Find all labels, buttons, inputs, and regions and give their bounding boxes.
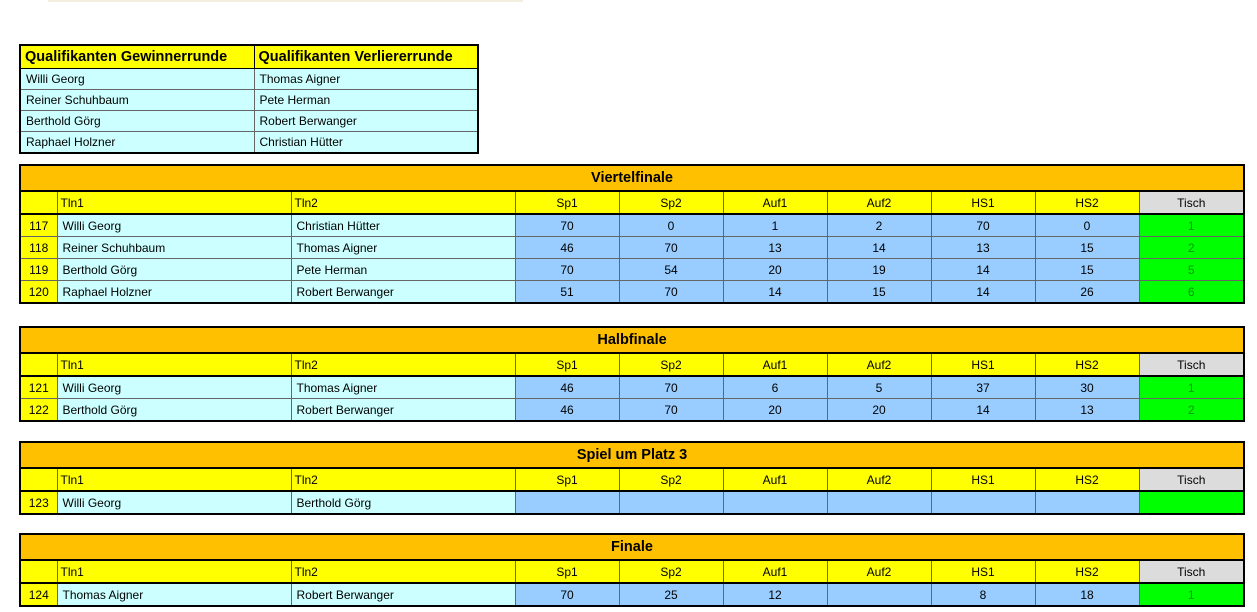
tisch-cell[interactable]: 1 (1139, 583, 1244, 606)
sp1-cell[interactable]: 46 (515, 399, 619, 422)
player1-cell[interactable]: Berthold Görg (57, 399, 291, 422)
qualifier-row (20, 69, 478, 90)
auf1-cell[interactable]: 12 (723, 583, 827, 606)
match-number-cell[interactable]: 122 (20, 399, 57, 422)
header-auf1[interactable]: Auf1 (723, 191, 827, 214)
sp1-cell[interactable] (515, 491, 619, 514)
sp2-cell[interactable]: 70 (619, 237, 723, 259)
header-sp1[interactable]: Sp1 (515, 353, 619, 376)
header-sp2[interactable]: Sp2 (619, 191, 723, 214)
sheet-top-border (48, 0, 523, 2)
player1-cell[interactable]: Thomas Aigner (57, 583, 291, 606)
header-tisch[interactable]: Tisch (1139, 560, 1244, 583)
player2-cell[interactable]: Christian Hütter (291, 214, 515, 237)
match-row (20, 281, 1244, 304)
auf1-cell[interactable]: 20 (723, 399, 827, 422)
header-tln2[interactable]: Tln2 (291, 353, 515, 376)
header-hs1[interactable]: HS1 (931, 468, 1035, 491)
hs2-cell[interactable] (1035, 491, 1139, 514)
header-tln1[interactable]: Tln1 (57, 353, 291, 376)
auf2-cell[interactable]: 5 (827, 376, 931, 399)
header-tln1[interactable]: Tln1 (57, 191, 291, 214)
sp1-cell[interactable]: 70 (515, 259, 619, 281)
header-tisch[interactable]: Tisch (1139, 353, 1244, 376)
qualifier-table (19, 44, 479, 154)
sp2-cell[interactable] (619, 491, 723, 514)
sp1-cell[interactable]: 46 (515, 237, 619, 259)
tisch-cell[interactable]: 1 (1139, 214, 1244, 237)
tisch-cell[interactable]: 1 (1139, 376, 1244, 399)
sp1-cell[interactable]: 70 (515, 214, 619, 237)
hs2-cell[interactable]: 30 (1035, 376, 1139, 399)
player2-cell[interactable]: Robert Berwanger (291, 399, 515, 422)
match-row (20, 491, 1244, 514)
match-row (20, 583, 1244, 606)
header-auf2[interactable]: Auf2 (827, 353, 931, 376)
round-table (19, 441, 1245, 515)
round-table (19, 164, 1245, 304)
match-number-cell[interactable]: 123 (20, 491, 57, 514)
auf1-cell[interactable] (723, 491, 827, 514)
header-auf1[interactable]: Auf1 (723, 353, 827, 376)
qualifier-loser-cell[interactable]: Christian Hütter (254, 132, 478, 154)
qualifier-loser-cell[interactable]: Thomas Aigner (254, 69, 478, 90)
header-sp2[interactable]: Sp2 (619, 353, 723, 376)
player1-cell[interactable]: Berthold Görg (57, 259, 291, 281)
auf2-cell[interactable]: 2 (827, 214, 931, 237)
qualifier-header-winners[interactable]: Qualifikanten Gewinnerrunde (20, 45, 254, 69)
header-sp1[interactable]: Sp1 (515, 560, 619, 583)
qualifier-row (20, 90, 478, 111)
header-nr-cell[interactable] (20, 468, 57, 491)
auf2-cell[interactable]: 15 (827, 281, 931, 304)
header-auf2[interactable]: Auf2 (827, 191, 931, 214)
hs1-cell[interactable]: 37 (931, 376, 1035, 399)
player1-cell[interactable]: Raphael Holzner (57, 281, 291, 304)
round-table (19, 326, 1245, 422)
match-number-cell[interactable]: 120 (20, 281, 57, 304)
round-title[interactable]: Halbfinale (20, 327, 1244, 353)
header-auf2[interactable]: Auf2 (827, 560, 931, 583)
match-row (20, 259, 1244, 281)
header-tln2[interactable]: Tln2 (291, 468, 515, 491)
qualifier-row (20, 111, 478, 132)
header-hs2[interactable]: HS2 (1035, 191, 1139, 214)
hs2-cell[interactable]: 13 (1035, 399, 1139, 422)
qualifier-row (20, 132, 478, 154)
header-auf1[interactable]: Auf1 (723, 468, 827, 491)
sp2-cell[interactable]: 54 (619, 259, 723, 281)
hs1-cell[interactable]: 14 (931, 399, 1035, 422)
qualifier-loser-cell[interactable]: Robert Berwanger (254, 111, 478, 132)
round-title[interactable]: Finale (20, 534, 1244, 560)
match-number-cell[interactable]: 117 (20, 214, 57, 237)
header-tisch[interactable]: Tisch (1139, 468, 1244, 491)
hs2-cell[interactable]: 15 (1035, 237, 1139, 259)
auf1-cell[interactable]: 20 (723, 259, 827, 281)
auf2-cell[interactable] (827, 583, 931, 606)
hs2-cell[interactable]: 0 (1035, 214, 1139, 237)
hs1-cell[interactable]: 70 (931, 214, 1035, 237)
qualifier-winner-cell[interactable]: Willi Georg (20, 69, 254, 90)
header-sp2[interactable]: Sp2 (619, 560, 723, 583)
hs1-cell[interactable] (931, 491, 1035, 514)
header-auf2[interactable]: Auf2 (827, 468, 931, 491)
header-auf1[interactable]: Auf1 (723, 560, 827, 583)
sp1-cell[interactable]: 51 (515, 281, 619, 304)
header-sp2[interactable]: Sp2 (619, 468, 723, 491)
header-tln1[interactable]: Tln1 (57, 560, 291, 583)
hs1-cell[interactable]: 8 (931, 583, 1035, 606)
auf1-cell[interactable]: 6 (723, 376, 827, 399)
sp2-cell[interactable]: 70 (619, 399, 723, 422)
sp2-cell[interactable]: 70 (619, 376, 723, 399)
header-tln2[interactable]: Tln2 (291, 191, 515, 214)
match-number-cell[interactable]: 118 (20, 237, 57, 259)
hs2-cell[interactable]: 26 (1035, 281, 1139, 304)
match-number-cell[interactable]: 121 (20, 376, 57, 399)
header-hs1[interactable]: HS1 (931, 353, 1035, 376)
hs1-cell[interactable]: 14 (931, 281, 1035, 304)
tisch-cell[interactable]: 5 (1139, 259, 1244, 281)
hs2-cell[interactable]: 15 (1035, 259, 1139, 281)
auf2-cell[interactable]: 14 (827, 237, 931, 259)
tisch-cell[interactable] (1139, 491, 1244, 514)
header-tln1[interactable]: Tln1 (57, 468, 291, 491)
match-number-cell[interactable]: 124 (20, 583, 57, 606)
hs2-cell[interactable]: 18 (1035, 583, 1139, 606)
match-row (20, 214, 1244, 237)
player2-cell[interactable]: Pete Herman (291, 259, 515, 281)
auf1-cell[interactable]: 14 (723, 281, 827, 304)
header-tisch[interactable]: Tisch (1139, 191, 1244, 214)
player1-cell[interactable]: Willi Georg (57, 376, 291, 399)
qualifier-loser-cell[interactable]: Pete Herman (254, 90, 478, 111)
header-hs2[interactable]: HS2 (1035, 560, 1139, 583)
player2-cell[interactable]: Thomas Aigner (291, 376, 515, 399)
header-sp1[interactable]: Sp1 (515, 191, 619, 214)
round-title[interactable]: Spiel um Platz 3 (20, 442, 1244, 468)
header-nr-cell[interactable] (20, 560, 57, 583)
qualifier-winner-cell[interactable]: Berthold Görg (20, 111, 254, 132)
auf2-cell[interactable] (827, 491, 931, 514)
tisch-cell[interactable]: 6 (1139, 281, 1244, 304)
player2-cell[interactable]: Thomas Aigner (291, 237, 515, 259)
qualifier-winner-cell[interactable]: Raphael Holzner (20, 132, 254, 154)
player1-cell[interactable]: Reiner Schuhbaum (57, 237, 291, 259)
qualifier-winner-cell[interactable]: Reiner Schuhbaum (20, 90, 254, 111)
round-title[interactable]: Viertelfinale (20, 165, 1244, 191)
player1-cell[interactable]: Willi Georg (57, 214, 291, 237)
qualifier-header-losers[interactable]: Qualifikanten Verliererrunde (254, 45, 478, 69)
player2-cell[interactable]: Berthold Görg (291, 491, 515, 514)
round-table (19, 533, 1245, 607)
sp1-cell[interactable]: 70 (515, 583, 619, 606)
match-row (20, 399, 1244, 422)
sp2-cell[interactable]: 25 (619, 583, 723, 606)
sp2-cell[interactable]: 0 (619, 214, 723, 237)
hs1-cell[interactable]: 13 (931, 237, 1035, 259)
hs1-cell[interactable]: 14 (931, 259, 1035, 281)
header-hs1[interactable]: HS1 (931, 560, 1035, 583)
sp1-cell[interactable]: 46 (515, 376, 619, 399)
header-hs2[interactable]: HS2 (1035, 353, 1139, 376)
header-sp1[interactable]: Sp1 (515, 468, 619, 491)
match-row (20, 237, 1244, 259)
header-tln2[interactable]: Tln2 (291, 560, 515, 583)
auf1-cell[interactable]: 1 (723, 214, 827, 237)
tisch-cell[interactable]: 2 (1139, 237, 1244, 259)
header-hs2[interactable]: HS2 (1035, 468, 1139, 491)
tisch-cell[interactable]: 2 (1139, 399, 1244, 422)
auf2-cell[interactable]: 19 (827, 259, 931, 281)
auf1-cell[interactable]: 13 (723, 237, 827, 259)
sp2-cell[interactable]: 70 (619, 281, 723, 304)
player1-cell[interactable]: Willi Georg (57, 491, 291, 514)
auf2-cell[interactable]: 20 (827, 399, 931, 422)
player2-cell[interactable]: Robert Berwanger (291, 583, 515, 606)
header-hs1[interactable]: HS1 (931, 191, 1035, 214)
header-nr-cell[interactable] (20, 191, 57, 214)
match-row (20, 376, 1244, 399)
player2-cell[interactable]: Robert Berwanger (291, 281, 515, 304)
match-number-cell[interactable]: 119 (20, 259, 57, 281)
header-nr-cell[interactable] (20, 353, 57, 376)
